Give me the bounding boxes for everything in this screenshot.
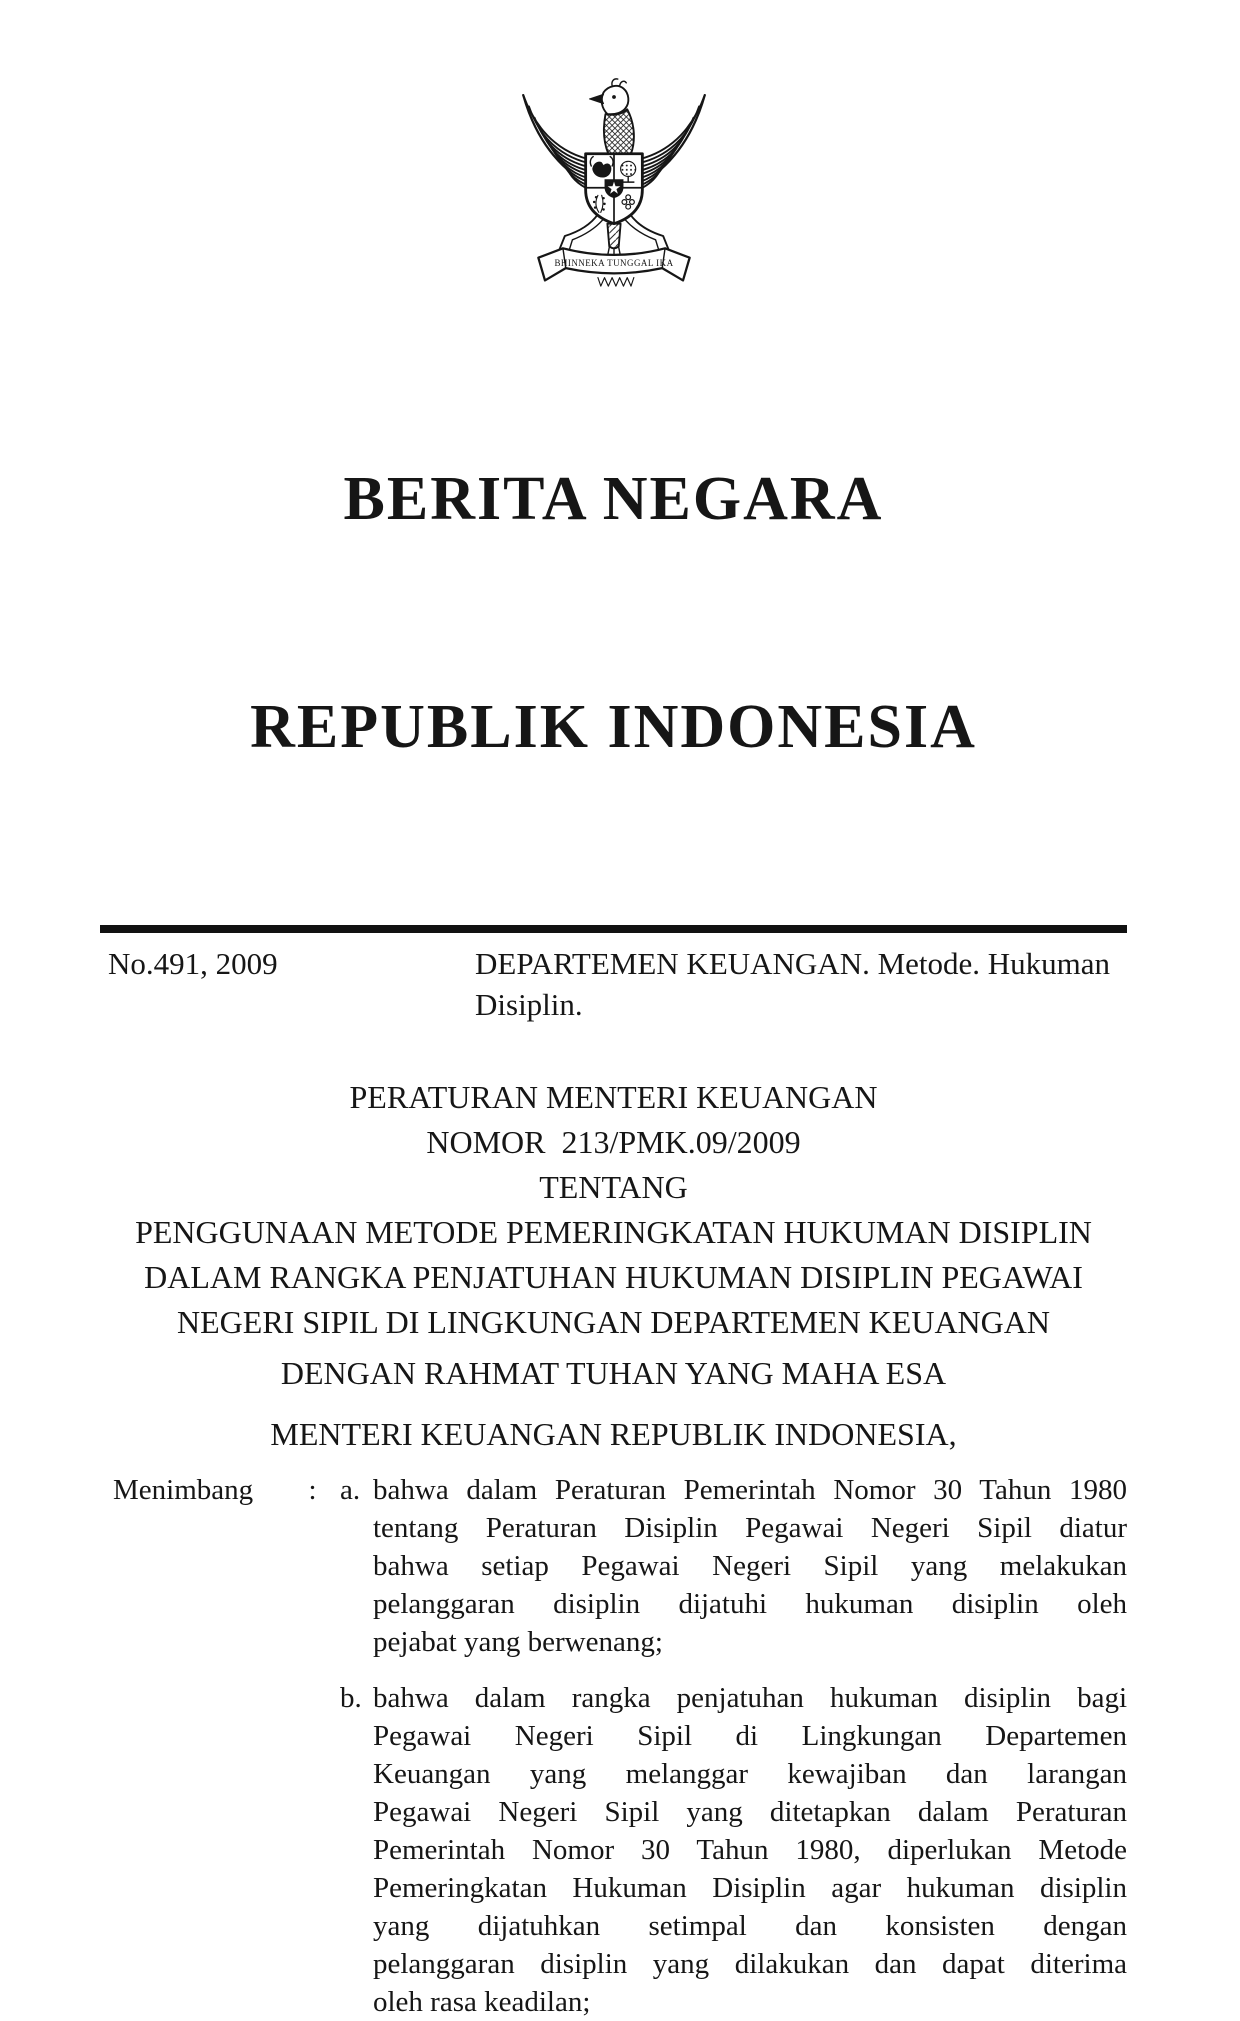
item-text: bahwa dalam Peraturan Pemerintah Nomor 30 Tahun 1980 tentang Peraturan Disiplin Pegawai Negeri Sipil diatur bahwa setiap Pegawai Negeri Sipil yang melakukan pelanggaran disiplin dijatuhi hukuman disiplin oleh pejabat yang berwenang; bbox=[373, 1474, 1127, 1658]
regulation-heading-block bbox=[100, 1075, 1127, 1457]
emblem-container bbox=[100, 0, 1127, 299]
considerations-section bbox=[100, 1471, 1127, 2021]
gazette-masthead-title bbox=[100, 309, 1127, 917]
emblem-motto-text: BHINNEKA TUNGGAL IKA bbox=[553, 258, 674, 269]
masthead-title-line1: BERITA NEGARA bbox=[343, 465, 884, 533]
masthead-title-line2: REPUBLIK INDONESIA bbox=[250, 693, 977, 761]
considerations-items bbox=[340, 1471, 1127, 2021]
heading-tentang: TENTANG bbox=[539, 1169, 688, 1205]
heading-regulation-type: PERATURAN MENTERI KEUANGAN bbox=[349, 1079, 878, 1115]
consideration-item-b bbox=[340, 1679, 1127, 2021]
item-text: bahwa dalam rangka penjatuhan hukuman disiplin bagi Pegawai Negeri Sipil di Lingkungan Departemen Keuangan yang melanggar kewajiban dan larangan Pegawai Negeri Sipil yang ditetapkan dalam Peraturan Pemerintah Nomor 30 Tahun 1980, diperlukan Metode Pemeringkatan Hukuman Disiplin agar hukuman disiplin yang dijatuhkan setimpal dan konsisten dengan pelanggaran disiplin yang dilakukan dan dapat diterima oleh rasa keadilan; bbox=[373, 1682, 1127, 2018]
considerations-colon: : bbox=[308, 1474, 317, 1506]
gazette-number: No.491, 2009 bbox=[108, 946, 278, 981]
gazette-subject-line2: Disiplin. bbox=[475, 987, 583, 1022]
gazette-subject bbox=[475, 943, 1127, 1025]
heading-subject-line3: NEGERI SIPIL DI LINGKUNGAN DEPARTEMEN KEUANGAN bbox=[177, 1304, 1050, 1340]
item-letter: b. bbox=[340, 1682, 362, 1714]
masthead-rule bbox=[100, 925, 1127, 933]
gazette-subject-line1: DEPARTEMEN KEUANGAN. Metode. Hukuman bbox=[475, 946, 1111, 981]
heading-authority: MENTERI KEUANGAN REPUBLIK INDONESIA, bbox=[270, 1416, 957, 1452]
heading-subject-line2: DALAM RANGKA PENJATUHAN HUKUMAN DISIPLIN PEGAWAI bbox=[144, 1259, 1083, 1295]
heading-invocation: DENGAN RAHMAT TUHAN YANG MAHA ESA bbox=[280, 1355, 947, 1391]
consideration-item-a bbox=[340, 1471, 1127, 1661]
considerations-label: Menimbang bbox=[113, 1474, 254, 1506]
heading-subject-line1: PENGGUNAAN METODE PEMERINGKATAN HUKUMAN DISIPLIN bbox=[135, 1214, 1092, 1250]
item-letter: a. bbox=[340, 1474, 361, 1506]
heading-regulation-number: NOMOR 213/PMK.09/2009 bbox=[426, 1124, 801, 1160]
gazette-header-row bbox=[100, 943, 1127, 1025]
garuda-pancasila-icon bbox=[510, 74, 718, 294]
